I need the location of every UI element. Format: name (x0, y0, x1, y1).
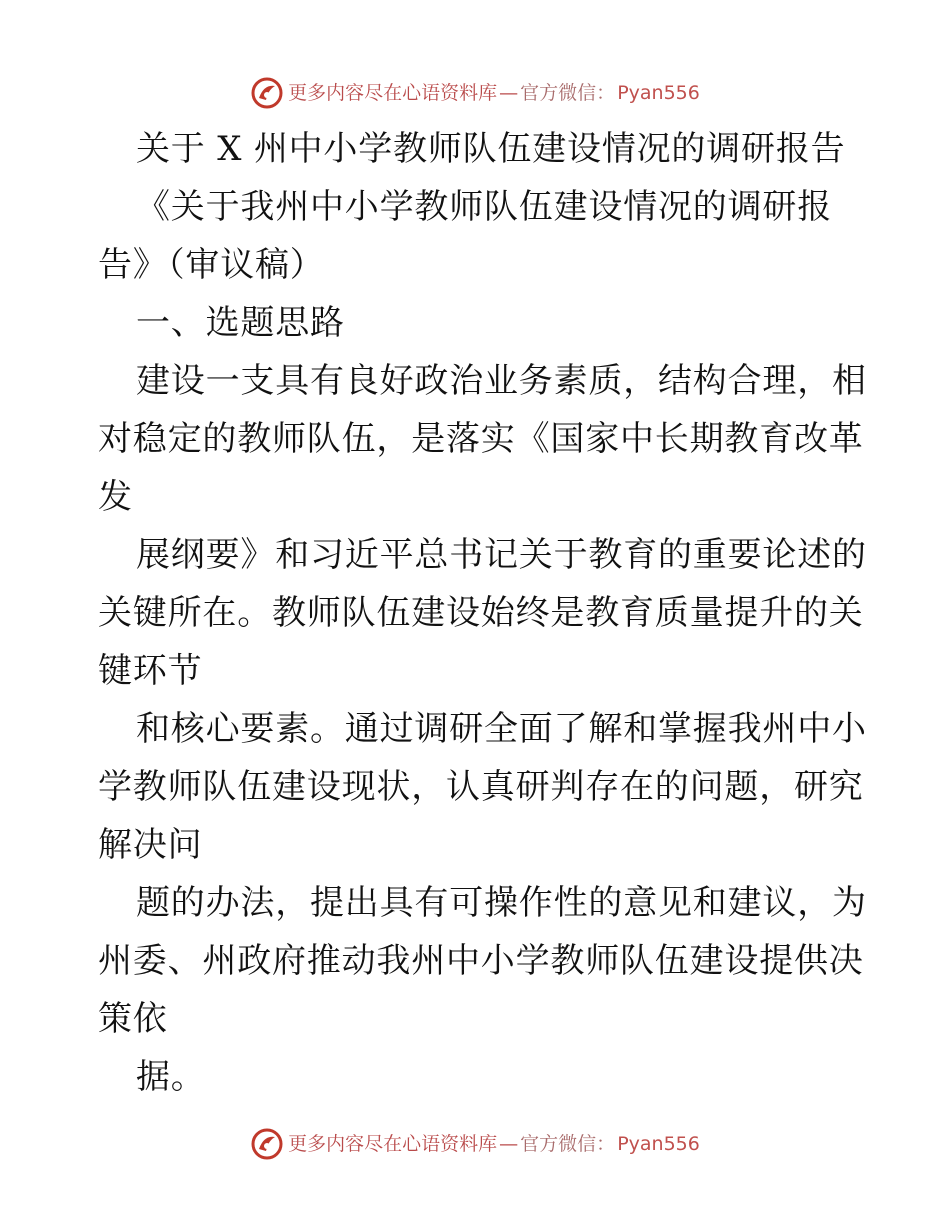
section-heading: 一、选题思路 (136, 303, 345, 343)
banner-text: 更多内容尽在心语资料库 (288, 1133, 498, 1155)
paragraph-line: 关键所在。教师队伍建设始终是教育质量提升的关 (98, 593, 864, 633)
paragraph-line: 发 (98, 477, 133, 517)
document-title: 关于 X 州中小学教师队伍建设情况的调研报告 (136, 129, 846, 169)
banner-wechat-label: 官方微信： (520, 82, 616, 104)
banner-text: 更多内容尽在心语资料库 (288, 82, 498, 104)
brand-logo-icon (250, 1127, 284, 1161)
banner-wechat-id: Pyan556 (617, 1133, 700, 1155)
footer-watermark-banner (0, 1127, 950, 1161)
paragraph-line: 建设一支具有良好政治业务素质，结构合理，相 (136, 361, 867, 401)
paragraph-line: 键环节 (98, 651, 203, 691)
header-watermark-banner (0, 76, 950, 110)
paragraph-line: 题的办法，提出具有可操作性的意见和建议，为 (136, 883, 867, 923)
paragraph-line: 和核心要素。通过调研全面了解和掌握我州中小 (136, 709, 867, 749)
paragraph-line: 解决问 (98, 825, 203, 865)
paragraph-line: 州委、州政府推动我州中小学教师队伍建设提供决 (98, 941, 864, 981)
banner-wechat-label: 官方微信： (520, 1133, 616, 1155)
paragraph-line: 据。 (136, 1057, 206, 1097)
brand-logo-icon (250, 76, 284, 110)
paragraph-line: 展纲要》和习近平总书记关于教育的重要论述的 (136, 535, 867, 575)
paragraph-line: 对稳定的教师队伍，是落实《国家中长期教育改革 (98, 419, 864, 459)
banner-wechat-id: Pyan556 (617, 82, 700, 104)
paragraph-line: 策依 (98, 999, 168, 1039)
document-body (98, 120, 867, 1106)
subtitle-line: 告》（审议稿） (98, 245, 325, 285)
banner-dash: — (499, 82, 519, 104)
paragraph-line: 学教师队伍建设现状，认真研判存在的问题，研究 (98, 767, 864, 807)
banner-dash: — (499, 1133, 519, 1155)
subtitle-line: 《关于我州中小学教师队伍建设情况的调研报 (136, 187, 832, 227)
